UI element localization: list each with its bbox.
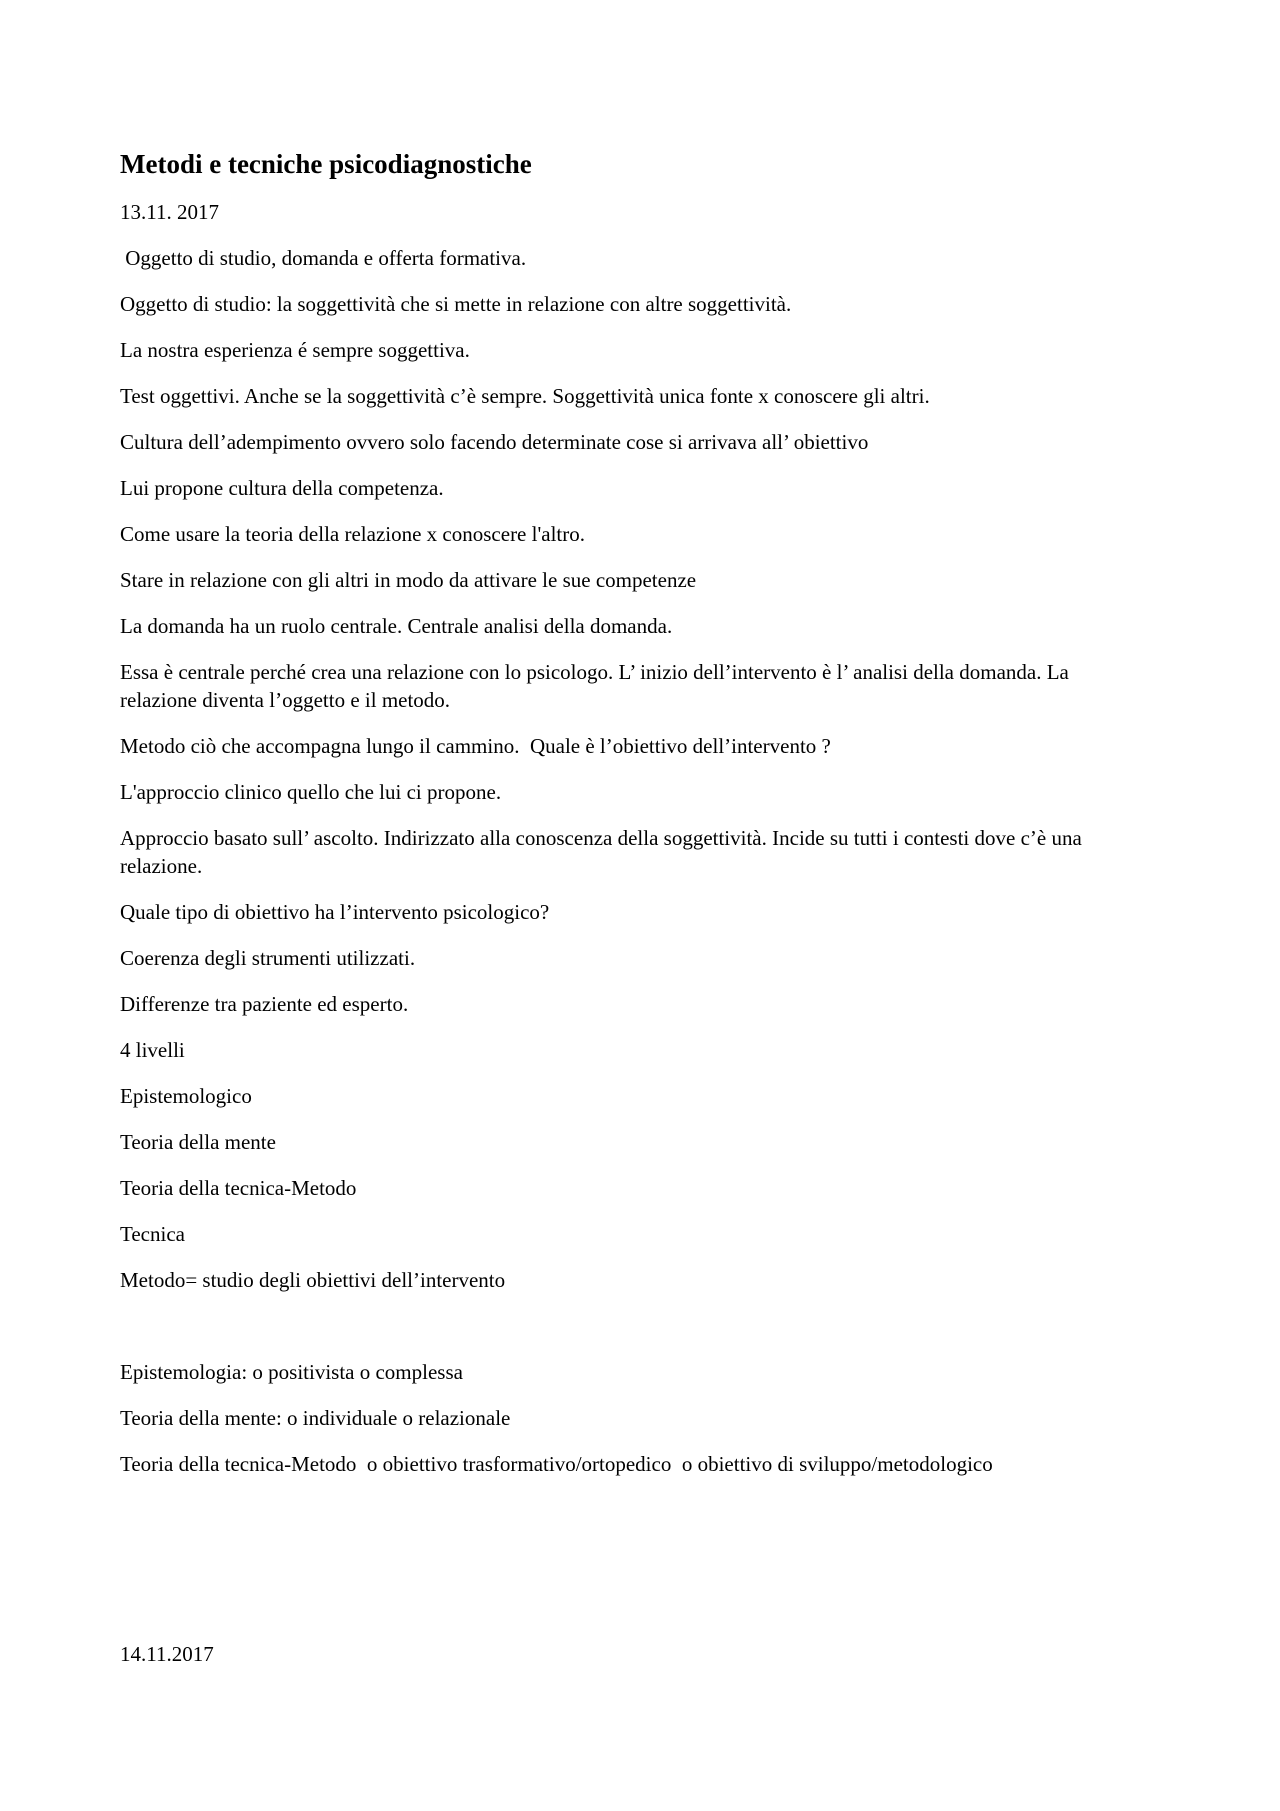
paragraph: Metodo= studio degli obiettivi dell’intervento xyxy=(120,1268,506,1293)
paragraph: Tecnica xyxy=(120,1222,185,1247)
paragraph: La domanda ha un ruolo centrale. Centrale analisi della domanda. xyxy=(120,614,673,639)
paragraph: Teoria della mente: o individuale o relazionale xyxy=(120,1406,511,1431)
date-heading: 14.11.2017 xyxy=(120,1642,214,1667)
paragraph: La nostra esperienza é sempre soggettiva. xyxy=(120,338,470,363)
paragraph: 4 livelli xyxy=(120,1038,185,1063)
paragraph: Differenze tra paziente ed esperto. xyxy=(120,992,409,1017)
paragraph: Epistemologico xyxy=(120,1084,252,1109)
paragraph: Cultura dell’adempimento ovvero solo facendo determinate cose si arrivava all’ obiettivo xyxy=(120,430,869,455)
paragraph: Test oggettivi. Anche se la soggettività c’è sempre. Soggettività unica fonte x conoscere gli altri. xyxy=(120,384,930,409)
paragraph: Approccio basato sull’ ascolto. Indirizzato alla conoscenza della soggettività. Incide su tutti i contesti dove c’è una relazione. xyxy=(120,826,1088,879)
paragraph: Metodo ciò che accompagna lungo il cammino. Quale è l’obiettivo dell’intervento ? xyxy=(120,734,831,759)
paragraph: Teoria della tecnica-Metodo o obiettivo trasformativo/ortopedico o obiettivo di sviluppo/metodologico xyxy=(120,1452,993,1477)
paragraph: Epistemologia: o positivista o complessa xyxy=(120,1360,463,1385)
paragraph: Essa è centrale perché crea una relazione con lo psicologo. L’ inizio dell’intervento è l’ analisi della domanda. La relazione diventa l’oggetto e il metodo. xyxy=(120,660,1075,713)
blank-space xyxy=(120,1496,1140,1640)
document-content xyxy=(120,148,1140,1686)
paragraph: Oggetto di studio: la soggettività che si mette in relazione con altre soggettività. xyxy=(120,292,792,317)
paragraph: Coerenza degli strumenti utilizzati. xyxy=(120,946,416,971)
paragraph: Teoria della mente xyxy=(120,1130,276,1155)
paragraph: Lui propone cultura della competenza. xyxy=(120,476,444,501)
paragraph: Stare in relazione con gli altri in modo da attivare le sue competenze xyxy=(120,568,697,593)
paragraph: Oggetto di studio, domanda e offerta formativa. xyxy=(120,246,527,271)
date-heading: 13.11. 2017 xyxy=(120,200,219,225)
document-title: Metodi e tecniche psicodiagnostiche xyxy=(120,149,532,179)
paragraph: Come usare la teoria della relazione x conoscere l'altro. xyxy=(120,522,585,547)
paragraph: L'approccio clinico quello che lui ci propone. xyxy=(120,780,502,805)
paragraph: Quale tipo di obiettivo ha l’intervento psicologico? xyxy=(120,900,550,925)
blank-line xyxy=(120,1312,1140,1358)
paragraph: Teoria della tecnica-Metodo xyxy=(120,1176,357,1201)
